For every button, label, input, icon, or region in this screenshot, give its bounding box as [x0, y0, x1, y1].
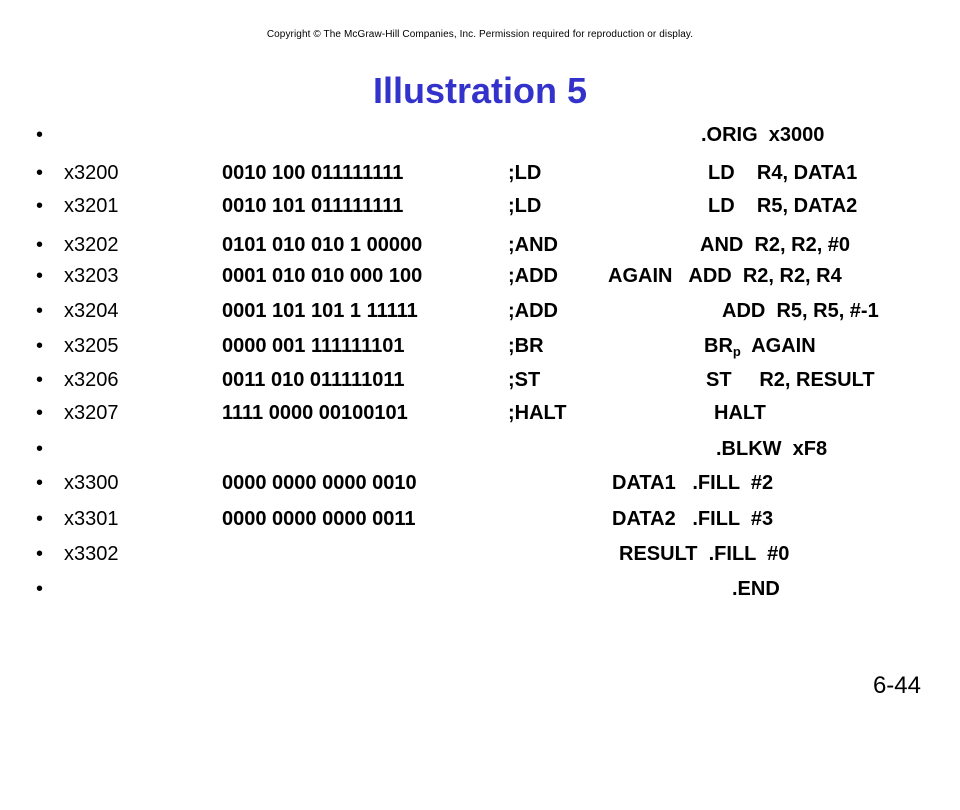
assembly-code-operand: AGAIN: [740, 335, 816, 357]
assembly-code: [704, 329, 816, 363]
assembly-code: .ORIG x3000: [701, 124, 825, 146]
opcode-comment: ;LD: [508, 162, 542, 184]
assembly-code: ST R2, RESULT: [706, 369, 875, 391]
listing-row: [0, 294, 960, 328]
address: x3204: [64, 300, 119, 322]
listing-row: [0, 259, 960, 293]
assembly-code-subscript: p: [732, 344, 741, 359]
bullet-icon: •: [36, 234, 44, 256]
address: x3300: [64, 472, 119, 494]
listing-row: [0, 363, 960, 397]
address: x3207: [64, 402, 119, 424]
listing-row: [0, 156, 960, 190]
address: x3202: [64, 234, 119, 256]
address: x3205: [64, 335, 119, 357]
assembly-code: DATA2 .FILL #3: [612, 508, 774, 530]
assembly-code: DATA1 .FILL #2: [612, 472, 774, 494]
bullet-icon: •: [36, 402, 44, 424]
assembly-code: LD R5, DATA2: [708, 195, 858, 217]
assembly-code: LD R4, DATA1: [708, 162, 858, 184]
listing-row: [0, 329, 960, 363]
bullet-icon: •: [36, 195, 44, 217]
bullet-icon: •: [36, 578, 44, 600]
assembly-code: AGAIN ADD R2, R2, R4: [608, 265, 842, 287]
slide-title: Illustration 5: [372, 70, 588, 111]
bullet-icon: •: [36, 124, 44, 146]
machine-code: 0010 100 011111111: [222, 162, 404, 184]
bullet-icon: •: [36, 335, 44, 357]
bullet-icon: •: [36, 300, 44, 322]
address: x3201: [64, 195, 119, 217]
machine-code: 0010 101 011111111: [222, 195, 404, 217]
listing-row: [0, 502, 960, 536]
machine-code: 1111 0000 00100101: [222, 402, 408, 424]
listing-row: [0, 118, 960, 152]
page-number: 6-44: [872, 672, 921, 699]
address: x3302: [64, 543, 119, 565]
bullet-icon: •: [36, 508, 44, 530]
assembly-code: .END: [732, 578, 780, 600]
assembly-code-op: BR: [704, 335, 733, 357]
opcode-comment: ;ADD: [508, 300, 558, 322]
bullet-icon: •: [36, 162, 44, 184]
machine-code: 0011 010 011111011: [222, 369, 405, 391]
opcode-comment: ;HALT: [508, 402, 567, 424]
machine-code: 0000 001 111111101: [222, 335, 405, 357]
bullet-icon: •: [36, 543, 44, 565]
bullet-icon: •: [36, 369, 44, 391]
listing-row: [0, 189, 960, 223]
bullet-icon: •: [36, 265, 44, 287]
copyright-notice: Copyright © The McGraw-Hill Companies, Inc. Permission required for reproduction or display.: [266, 29, 694, 40]
bullet-icon: •: [36, 472, 44, 494]
opcode-comment: ;ST: [508, 369, 541, 391]
opcode-comment: ;BR: [508, 335, 544, 357]
assembly-code: RESULT .FILL #0: [619, 543, 790, 565]
opcode-comment: ;AND: [508, 234, 558, 256]
address: x3206: [64, 369, 119, 391]
address: x3200: [64, 162, 119, 184]
opcode-comment: ;LD: [508, 195, 542, 217]
listing-row: [0, 572, 960, 606]
listing-row: [0, 537, 960, 571]
listing-row: [0, 432, 960, 466]
listing-row: [0, 396, 960, 430]
address: x3301: [64, 508, 119, 530]
machine-code: 0000 0000 0000 0010: [222, 472, 417, 494]
address: x3203: [64, 265, 119, 287]
assembly-code: ADD R5, R5, #-1: [722, 300, 879, 322]
listing-row: [0, 466, 960, 500]
machine-code: 0000 0000 0000 0011: [222, 508, 416, 530]
machine-code: 0101 010 010 1 00000: [222, 234, 423, 256]
machine-code: 0001 101 101 1 11111: [222, 300, 418, 322]
opcode-comment: ;ADD: [508, 265, 558, 287]
assembly-code: AND R2, R2, #0: [700, 234, 851, 256]
bullet-icon: •: [36, 438, 44, 460]
machine-code: 0001 010 010 000 100: [222, 265, 423, 287]
listing-row: [0, 228, 960, 262]
assembly-code: HALT: [714, 402, 766, 424]
assembly-code: .BLKW xF8: [716, 438, 828, 460]
